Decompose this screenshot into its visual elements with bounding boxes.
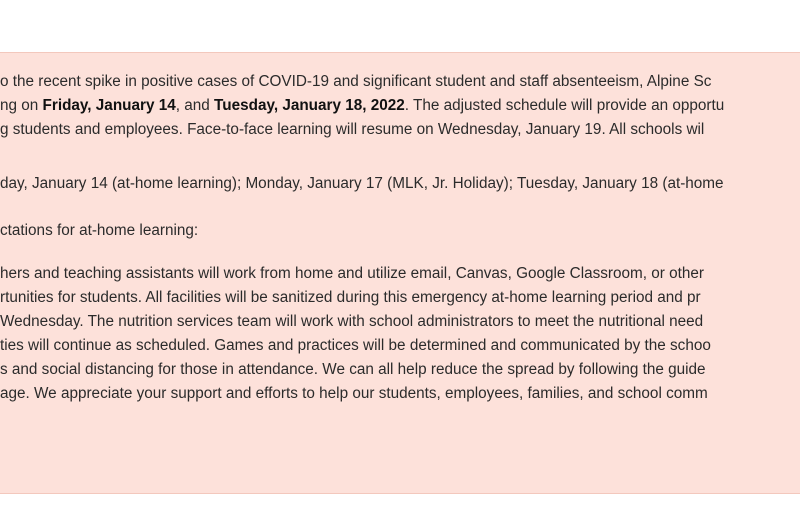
date-friday-bold: Friday, January 14 [42,97,176,114]
paragraph-details [0,238,711,406]
text-line: ties will continue as scheduled. Games and practices will be determined and communicated by the schoo [0,337,711,354]
text-line: g students and employees. Face-to-face learning will resume on Wednesday, January 19. All schools wil [0,121,705,138]
text-line: rtunities for students. All facilities will be sanitized during this emergency at-home learning period and pr [0,289,701,306]
text-line: Wednesday. The nutrition services team will work with school administrators to meet the nutritional need [0,313,704,330]
paragraph-expectations-heading: ctations for at-home learning: [0,222,199,239]
text-segment: ng on [0,97,43,114]
text-line: s and social distancing for those in attendance. We can all help reduce the spread by following the guide [0,361,706,378]
paragraph-schedule: day, January 14 (at-home learning); Monday, January 17 (MLK, Jr. Holiday); Tuesday, January 18 (at-home [0,175,724,192]
text-line: age. We appreciate your support and efforts to help our students, employees, families, and school comm [0,385,708,402]
notice-box [0,52,800,494]
text-line: o the recent spike in positive cases of COVID-19 and significant student and staff absenteeism, Alpine Sc [0,73,712,90]
paragraph-closure-announcement [0,70,724,142]
text-segment: , and [175,97,215,114]
text-line: hers and teaching assistants will work from home and utilize email, Canvas, Google Classroom, or other [0,265,704,282]
text-segment: . The adjusted schedule will provide an opportu [404,97,725,114]
text-line [0,94,724,118]
date-tuesday-bold: Tuesday, January 18, 2022 [214,97,405,114]
